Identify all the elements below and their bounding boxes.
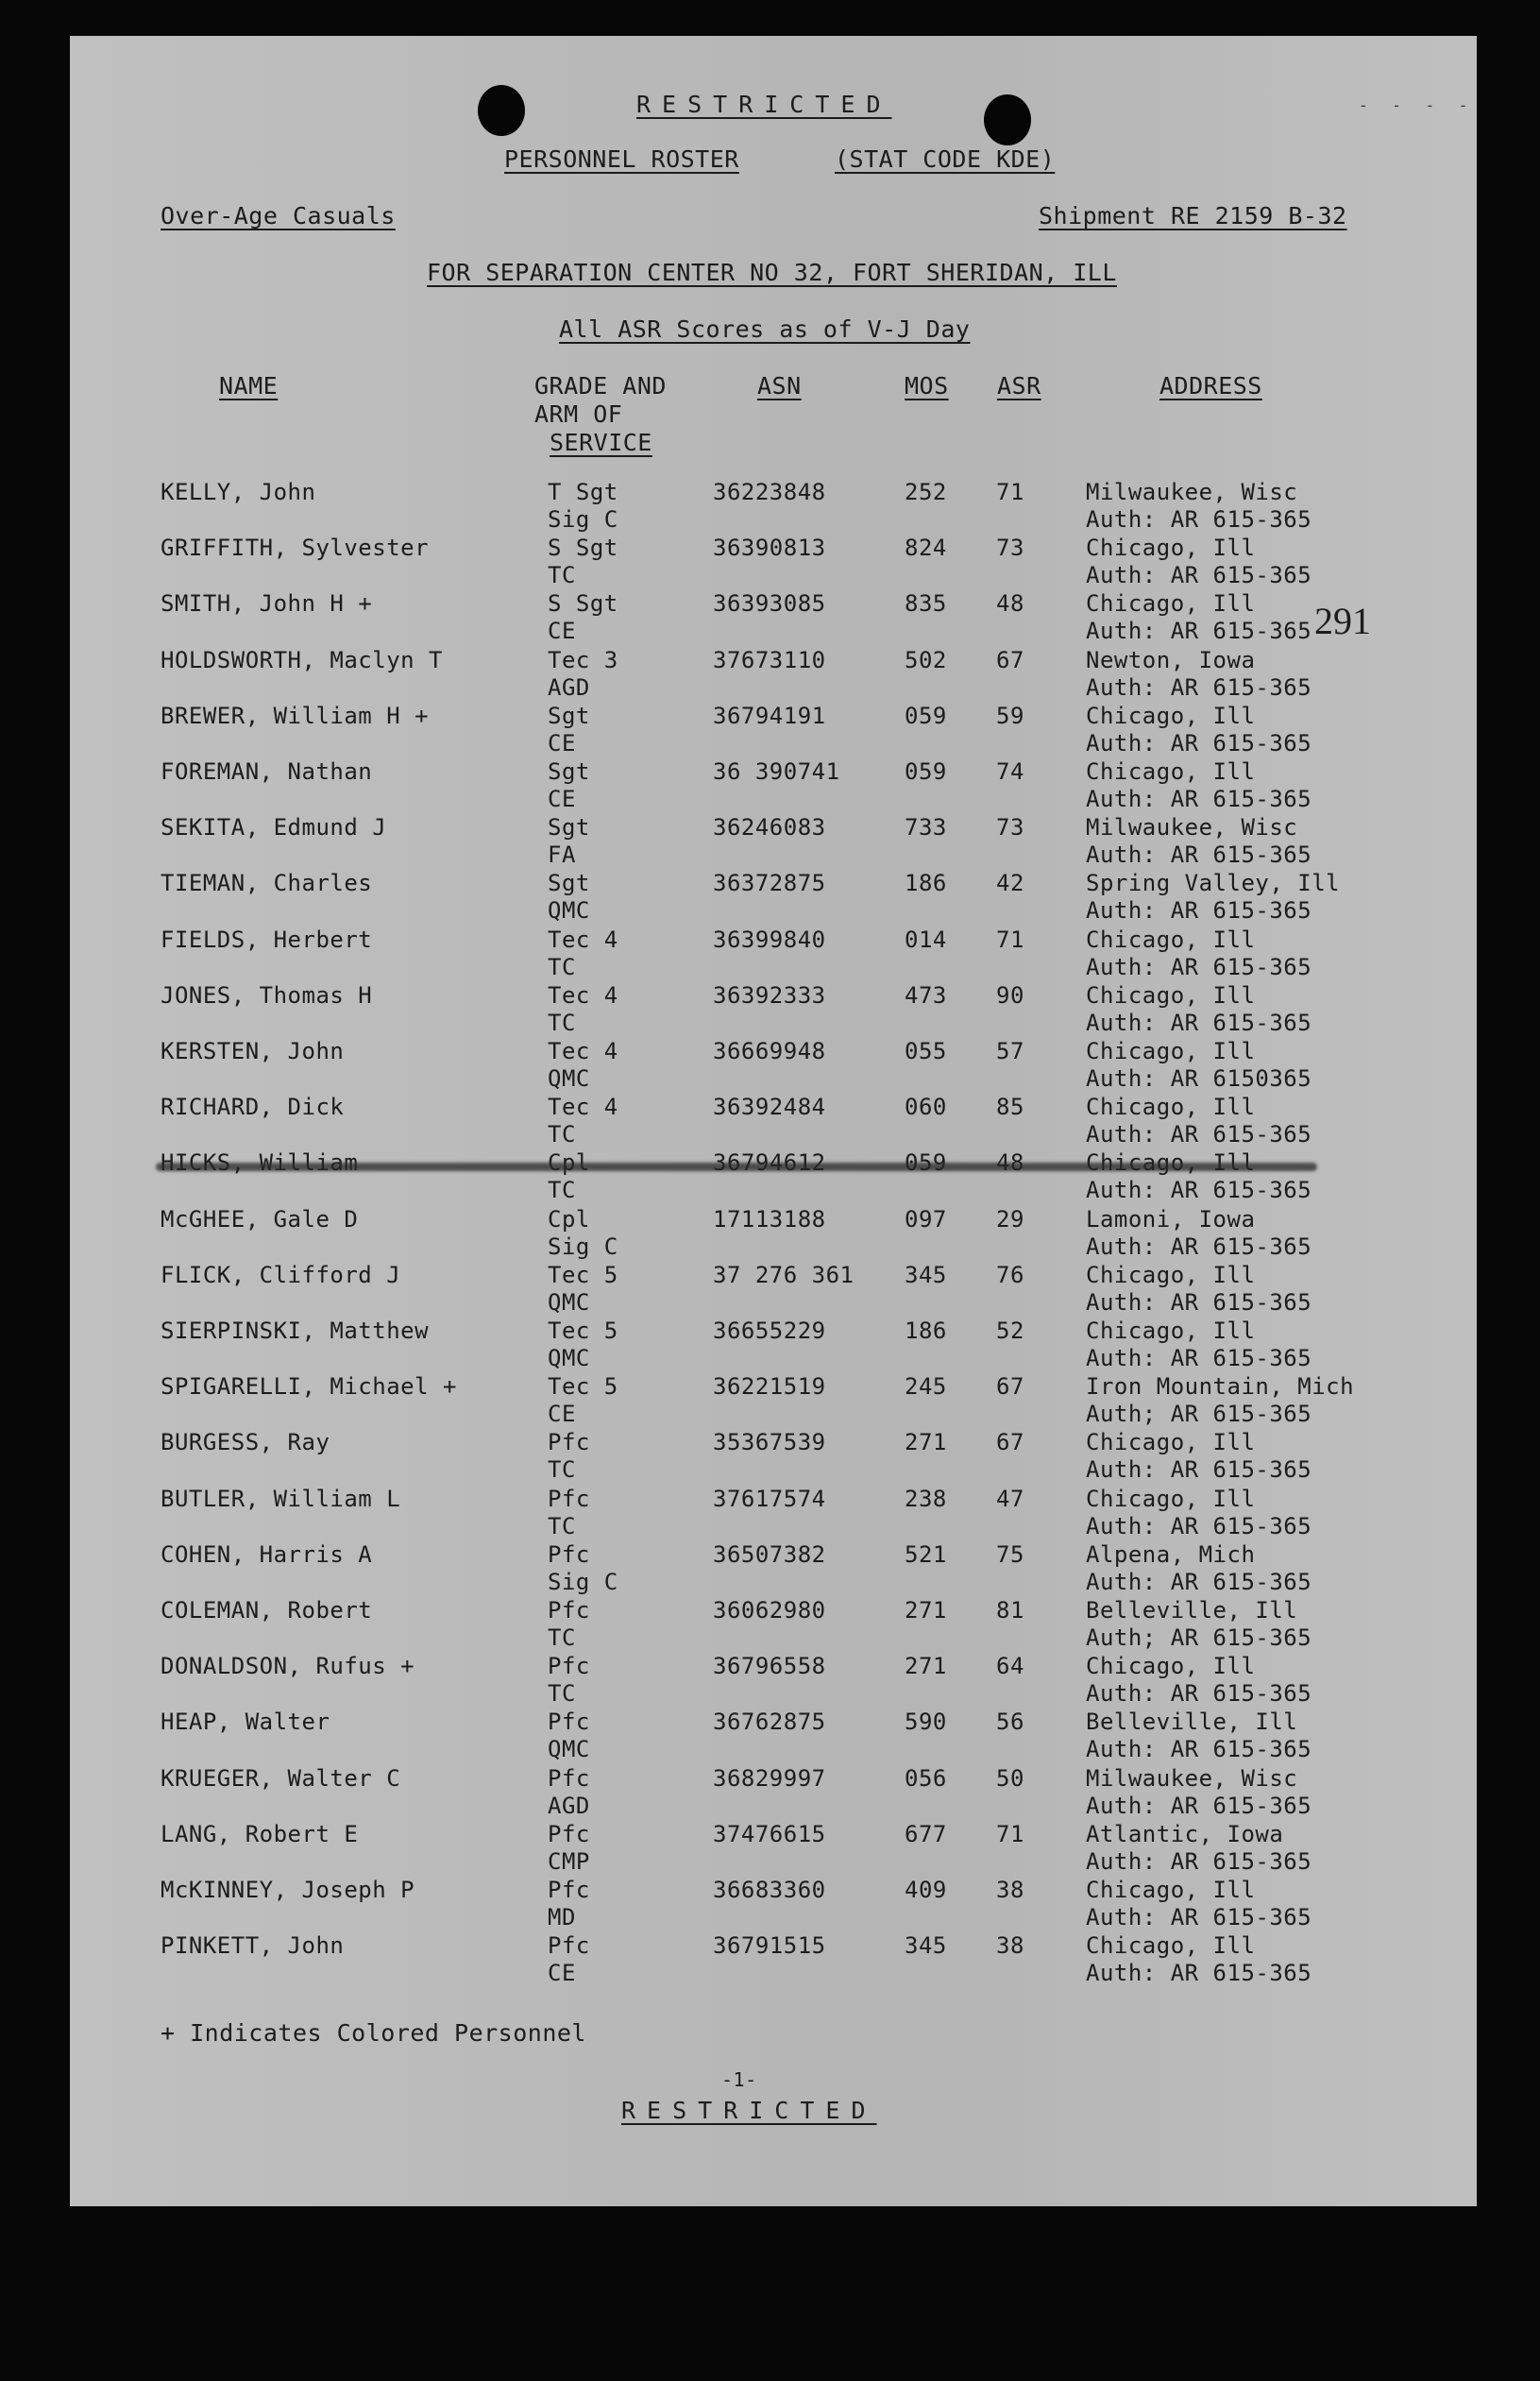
member-name: KRUEGER, Walter C (161, 1764, 401, 1792)
member-grade: Pfc (548, 1709, 590, 1736)
member-address: Chicago, Ill (1086, 758, 1256, 785)
page-stamp: 291 (1314, 600, 1371, 642)
col-address-header: ADDRESS (1159, 372, 1262, 400)
member-mos: 345 (905, 1932, 947, 1960)
member-arm: QMC (548, 1288, 590, 1316)
member-asn: 36390813 (713, 535, 826, 562)
member-arm: TC (548, 1456, 576, 1484)
member-grade: Sgt (548, 702, 590, 729)
member-grade: Pfc (548, 1485, 590, 1512)
member-address: Milwaukee, Wisc (1086, 814, 1298, 842)
col-asr-header: ASR (997, 372, 1041, 400)
member-address: Chicago, Ill (1086, 1318, 1256, 1344)
member-mos: 186 (905, 870, 947, 897)
member-grade: Tec 4 (548, 1038, 618, 1064)
member-auth: Auth; AR 615-365 (1086, 1401, 1312, 1428)
member-address: Milwaukee, Wisc (1086, 479, 1298, 505)
member-asr: 50 (996, 1764, 1024, 1792)
member-name: FOREMAN, Nathan (161, 758, 373, 785)
member-address: Milwaukee, Wisc (1086, 1764, 1298, 1792)
member-grade: Tec 4 (548, 926, 618, 953)
member-asn: 37476615 (713, 1820, 826, 1847)
member-mos: 677 (905, 1820, 947, 1847)
member-name: BREWER, William H + (161, 702, 430, 729)
table-row (0, 479, 1540, 535)
member-address: Chicago, Ill (1086, 535, 1256, 562)
member-mos: 824 (905, 535, 947, 562)
member-auth: Auth: AR 615-365 (1086, 1512, 1312, 1539)
member-arm: TC (548, 953, 576, 980)
member-asn: 35367539 (713, 1429, 826, 1456)
member-arm: FA (548, 842, 576, 869)
member-asn: 36223848 (713, 479, 826, 505)
member-asr: 59 (996, 702, 1024, 729)
member-grade: T Sgt (548, 479, 618, 505)
member-grade: Sgt (548, 758, 590, 785)
member-arm: QMC (548, 1736, 590, 1763)
member-mos: 059 (905, 702, 947, 729)
member-asr: 74 (996, 758, 1024, 785)
member-address: Alpena, Mich (1086, 1540, 1256, 1568)
member-grade: Pfc (548, 1429, 590, 1456)
member-asn: 36 390741 (713, 758, 840, 785)
member-asn: 36393085 (713, 590, 826, 618)
member-asn: 36221519 (713, 1373, 826, 1401)
member-arm: TC (548, 1177, 576, 1204)
member-address: Atlantic, Iowa (1086, 1820, 1284, 1847)
member-asn: 36829997 (713, 1764, 826, 1792)
member-asr: 71 (996, 926, 1024, 953)
member-mos: 502 (905, 646, 947, 673)
member-arm: Sig C (548, 506, 618, 533)
restricted-top: RESTRICTED (636, 91, 892, 118)
member-arm: Sig C (548, 1233, 618, 1260)
member-mos: 271 (905, 1653, 947, 1680)
member-name: BURGESS, Ray (161, 1429, 330, 1456)
member-grade: Pfc (548, 1540, 590, 1568)
member-auth: Auth: AR 615-365 (1086, 897, 1312, 925)
member-asr: 56 (996, 1709, 1024, 1736)
member-arm: TC (548, 1624, 576, 1651)
member-name: JONES, Thomas H (161, 981, 373, 1009)
scores-note: All ASR Scores as of V-J Day (559, 315, 971, 343)
col-grade-header-2: ARM OF (534, 400, 623, 428)
col-name-header: NAME (219, 372, 279, 400)
member-mos: 835 (905, 590, 947, 618)
member-grade: Tec 4 (548, 981, 618, 1009)
member-auth: Auth: AR 615-365 (1086, 1121, 1312, 1148)
member-mos: 252 (905, 479, 947, 505)
member-name: McGHEE, Gale D (161, 1205, 359, 1233)
member-asn: 36762875 (713, 1709, 826, 1736)
table-row (0, 1094, 1540, 1149)
member-grade: Pfc (548, 1764, 590, 1792)
member-arm: AGD (548, 673, 590, 701)
member-asn: 37 276 361 (713, 1261, 855, 1288)
member-name: BUTLER, William L (161, 1485, 401, 1512)
member-grade: Pfc (548, 1653, 590, 1680)
member-name: SIERPINSKI, Matthew (161, 1318, 430, 1344)
member-mos: 271 (905, 1429, 947, 1456)
member-address: Spring Valley, Ill (1086, 870, 1341, 897)
roster-page (70, 36, 1477, 2206)
member-grade: Sgt (548, 814, 590, 842)
member-asn: 36507382 (713, 1540, 826, 1568)
member-arm: CE (548, 1960, 576, 1987)
member-name: SEKITA, Edmund J (161, 814, 387, 842)
member-arm: MD (548, 1904, 576, 1930)
member-name: KELLY, John (161, 479, 316, 505)
member-address: Belleville, Ill (1086, 1597, 1298, 1624)
member-address: Iron Mountain, Mich (1086, 1373, 1355, 1401)
member-mos: 014 (905, 926, 947, 953)
member-mos: 238 (905, 1485, 947, 1512)
member-mos: 055 (905, 1038, 947, 1064)
member-address: Chicago, Ill (1086, 1094, 1256, 1121)
member-auth: Auth: AR 615-365 (1086, 1009, 1312, 1036)
member-asr: 38 (996, 1877, 1024, 1903)
member-asr: 67 (996, 1373, 1024, 1401)
member-auth: Auth: AR 615-365 (1086, 1177, 1312, 1204)
member-auth: Auth; AR 615-365 (1086, 1624, 1312, 1651)
member-asn: 36791515 (713, 1932, 826, 1960)
member-grade: Tec 5 (548, 1373, 618, 1401)
member-mos: 521 (905, 1540, 947, 1568)
member-name: COLEMAN, Robert (161, 1597, 373, 1624)
member-name: HEAP, Walter (161, 1709, 330, 1736)
member-name: SPIGARELLI, Michael + (161, 1373, 457, 1401)
member-arm: Sig C (548, 1568, 618, 1595)
member-auth: Auth: AR 6150365 (1086, 1065, 1312, 1092)
table-row (0, 1653, 1540, 1709)
member-arm: CE (548, 786, 576, 812)
table-row (0, 703, 1540, 758)
member-address: Belleville, Ill (1086, 1709, 1298, 1736)
member-asr: 71 (996, 479, 1024, 505)
table-row (0, 1038, 1540, 1094)
member-auth: Auth: AR 615-365 (1086, 673, 1312, 701)
member-asn: 36392484 (713, 1094, 826, 1121)
member-name: TIEMAN, Charles (161, 870, 373, 897)
member-auth: Auth: AR 615-365 (1086, 1960, 1312, 1987)
member-name: PINKETT, John (161, 1932, 345, 1960)
member-grade: Pfc (548, 1597, 590, 1624)
member-asr: 73 (996, 535, 1024, 562)
member-name: SMITH, John H + (161, 590, 373, 618)
roster-title: PERSONNEL ROSTER (504, 145, 739, 173)
member-mos: 097 (905, 1205, 947, 1233)
group-label: Over-Age Casuals (161, 202, 396, 230)
member-asr: 67 (996, 1429, 1024, 1456)
col-asn-header: ASN (757, 372, 802, 400)
table-row (0, 814, 1540, 870)
member-auth: Auth: AR 615-365 (1086, 1792, 1312, 1819)
member-auth: Auth: AR 615-365 (1086, 729, 1312, 757)
member-auth: Auth: AR 615-365 (1086, 1904, 1312, 1930)
member-grade: S Sgt (548, 590, 618, 618)
member-asn: 37617574 (713, 1485, 826, 1512)
page-number: -1- (721, 2068, 757, 2091)
member-auth: Auth: AR 615-365 (1086, 1456, 1312, 1484)
member-mos: 590 (905, 1709, 947, 1736)
table-row (0, 870, 1540, 926)
member-grade: Cpl (548, 1205, 590, 1233)
table-row (0, 1597, 1540, 1653)
table-row (0, 1541, 1540, 1597)
member-auth: Auth: AR 615-365 (1086, 618, 1312, 645)
member-address: Chicago, Ill (1086, 1877, 1256, 1903)
member-address: Chicago, Ill (1086, 1429, 1256, 1456)
member-name: GRIFFITH, Sylvester (161, 535, 430, 562)
table-row (0, 590, 1540, 646)
member-mos: 186 (905, 1318, 947, 1344)
table-row (0, 982, 1540, 1038)
member-asr: 71 (996, 1820, 1024, 1847)
member-mos: 733 (905, 814, 947, 842)
member-grade: Sgt (548, 870, 590, 897)
member-address: Lamoni, Iowa (1086, 1205, 1256, 1233)
member-asn: 36796558 (713, 1653, 826, 1680)
member-asr: 52 (996, 1318, 1024, 1344)
member-grade: S Sgt (548, 535, 618, 562)
member-auth: Auth: AR 615-365 (1086, 1847, 1312, 1875)
member-address: Chicago, Ill (1086, 590, 1256, 618)
table-row (0, 1262, 1540, 1318)
member-arm: QMC (548, 897, 590, 925)
table-row (0, 1206, 1540, 1262)
member-grade: Pfc (548, 1820, 590, 1847)
member-asr: 90 (996, 981, 1024, 1009)
member-name: FIELDS, Herbert (161, 926, 373, 953)
member-name: FLICK, Clifford J (161, 1261, 401, 1288)
member-asn: 36372875 (713, 870, 826, 897)
member-asr: 76 (996, 1261, 1024, 1288)
member-address: Chicago, Ill (1086, 1038, 1256, 1064)
table-row (0, 1765, 1540, 1821)
member-grade: Pfc (548, 1932, 590, 1960)
member-auth: Auth: AR 615-365 (1086, 786, 1312, 812)
member-arm: CE (548, 1401, 576, 1428)
table-row (0, 1877, 1540, 1932)
member-asn: 36683360 (713, 1877, 826, 1903)
member-asr: 73 (996, 814, 1024, 842)
member-asn: 36392333 (713, 981, 826, 1009)
member-asn: 36794191 (713, 702, 826, 729)
member-name: HOLDSWORTH, Maclyn T (161, 646, 443, 673)
member-asr: 38 (996, 1932, 1024, 1960)
member-auth: Auth: AR 615-365 (1086, 1568, 1312, 1595)
member-arm: CE (548, 729, 576, 757)
member-name: DONALDSON, Rufus + (161, 1653, 415, 1680)
table-row (0, 1373, 1540, 1429)
member-mos: 473 (905, 981, 947, 1009)
member-address: Chicago, Ill (1086, 926, 1256, 953)
member-arm: TC (548, 1680, 576, 1708)
member-name: RICHARD, Dick (161, 1094, 345, 1121)
member-mos: 056 (905, 1764, 947, 1792)
member-mos: 059 (905, 758, 947, 785)
member-address: Chicago, Ill (1086, 1261, 1256, 1288)
member-arm: QMC (548, 1345, 590, 1371)
member-auth: Auth: AR 615-365 (1086, 1680, 1312, 1708)
member-asr: 67 (996, 646, 1024, 673)
member-address: Chicago, Ill (1086, 1485, 1256, 1512)
member-arm: TC (548, 1512, 576, 1539)
member-auth: Auth: AR 615-365 (1086, 842, 1312, 869)
member-address: Chicago, Ill (1086, 1653, 1256, 1680)
member-asr: 81 (996, 1597, 1024, 1624)
member-asn: 36669948 (713, 1038, 826, 1064)
col-mos-header: MOS (905, 372, 949, 400)
legend-note: + Indicates Colored Personnel (161, 2019, 586, 2047)
member-asn: 36246083 (713, 814, 826, 842)
member-auth: Auth: AR 615-365 (1086, 953, 1312, 980)
member-address: Chicago, Ill (1086, 1932, 1256, 1960)
table-row (0, 1429, 1540, 1485)
member-arm: CE (548, 618, 576, 645)
member-mos: 271 (905, 1597, 947, 1624)
member-mos: 409 (905, 1877, 947, 1903)
member-arm: CMP (548, 1847, 590, 1875)
member-mos: 345 (905, 1261, 947, 1288)
member-address: Chicago, Ill (1086, 981, 1256, 1009)
member-grade: Tec 3 (548, 646, 618, 673)
destination-line: FOR SEPARATION CENTER NO 32, FORT SHERIDAN, ILL (427, 259, 1117, 286)
corner-marks: - - - - (1359, 96, 1476, 114)
member-grade: Tec 4 (548, 1094, 618, 1121)
table-row (0, 1486, 1540, 1541)
member-arm: AGD (548, 1792, 590, 1819)
member-asn: 36062980 (713, 1597, 826, 1624)
member-auth: Auth: AR 615-365 (1086, 1288, 1312, 1316)
table-row (0, 1318, 1540, 1373)
table-row (0, 927, 1540, 982)
member-asr: 47 (996, 1485, 1024, 1512)
member-auth: Auth: AR 615-365 (1086, 1233, 1312, 1260)
table-row (0, 1821, 1540, 1877)
member-asn: 36399840 (713, 926, 826, 953)
member-address: Chicago, Ill (1086, 702, 1256, 729)
member-grade: Tec 5 (548, 1261, 618, 1288)
member-mos: 245 (905, 1373, 947, 1401)
member-mos: 060 (905, 1094, 947, 1121)
table-row (0, 647, 1540, 703)
member-asr: 75 (996, 1540, 1024, 1568)
strike-through-line (156, 1163, 1317, 1171)
member-address: Newton, Iowa (1086, 646, 1256, 673)
col-grade-header-3: SERVICE (550, 429, 652, 456)
member-asn: 17113188 (713, 1205, 826, 1233)
table-row (0, 758, 1540, 814)
member-grade: Tec 5 (548, 1318, 618, 1344)
member-asr: 29 (996, 1205, 1024, 1233)
member-name: McKINNEY, Joseph P (161, 1877, 415, 1903)
member-name: KERSTEN, John (161, 1038, 345, 1064)
member-asn: 36655229 (713, 1318, 826, 1344)
col-grade-header-1: GRADE AND (534, 372, 667, 400)
member-asr: 42 (996, 870, 1024, 897)
table-row (0, 1932, 1540, 1988)
table-row (0, 1149, 1540, 1205)
shipment-number: Shipment RE 2159 B-32 (1039, 202, 1347, 230)
member-auth: Auth: AR 615-365 (1086, 1736, 1312, 1763)
member-auth: Auth: AR 615-365 (1086, 562, 1312, 589)
table-row (0, 1709, 1540, 1764)
member-asr: 48 (996, 590, 1024, 618)
table-row (0, 535, 1540, 590)
stat-code: (STAT CODE KDE) (835, 145, 1056, 173)
member-auth: Auth: AR 615-365 (1086, 506, 1312, 533)
member-name: COHEN, Harris A (161, 1540, 373, 1568)
member-asr: 85 (996, 1094, 1024, 1121)
member-auth: Auth: AR 615-365 (1086, 1345, 1312, 1371)
member-arm: QMC (548, 1065, 590, 1092)
member-asn: 37673110 (713, 646, 826, 673)
member-grade: Pfc (548, 1877, 590, 1903)
member-arm: TC (548, 562, 576, 589)
restricted-bottom: RESTRICTED (621, 2097, 877, 2124)
member-asr: 57 (996, 1038, 1024, 1064)
member-name: LANG, Robert E (161, 1820, 359, 1847)
member-arm: TC (548, 1009, 576, 1036)
member-asr: 64 (996, 1653, 1024, 1680)
member-arm: TC (548, 1121, 576, 1148)
